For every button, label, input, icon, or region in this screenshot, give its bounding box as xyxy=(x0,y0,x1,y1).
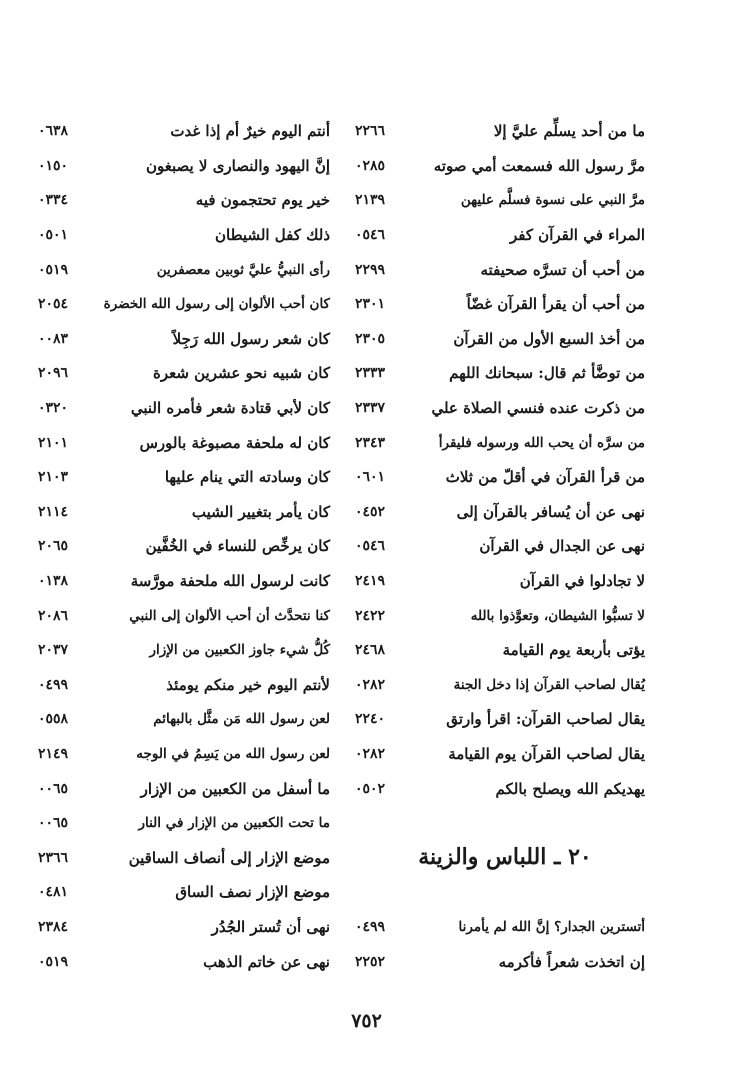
index-entry xyxy=(38,356,330,391)
index-entry xyxy=(355,529,645,564)
index-entry xyxy=(355,460,645,495)
index-entry xyxy=(38,460,330,495)
entry-text: من أخذ السبع الأول من القرآن xyxy=(453,329,645,348)
entry-number: ٢٠٥٤ xyxy=(38,296,69,313)
entry-number: ٢١٠٣ xyxy=(38,469,69,486)
entry-text: لأنتم اليوم خير منكم يومئذ xyxy=(166,675,330,694)
index-entry xyxy=(355,252,645,287)
entry-text: نهى أن تُستر الجُدُر xyxy=(211,917,330,936)
index-entry xyxy=(355,114,645,149)
index-entry xyxy=(38,806,330,841)
index-entry xyxy=(355,598,645,633)
entry-number: ٠٠٦٥ xyxy=(38,815,69,832)
entry-number: ٠١٣٨ xyxy=(38,573,69,590)
index-entry xyxy=(38,633,330,668)
entry-text: أتسترين الجدار؟ إنَّ الله لم يأمرنا xyxy=(458,919,645,936)
entry-text: يقال لصاحب القرآن يوم القيامة xyxy=(448,744,645,763)
entry-text: يُقال لصاحب القرآن إذا دخل الجنة xyxy=(453,676,645,693)
entry-number: ٠٤٩٩ xyxy=(355,919,386,936)
entry-text: كان شعر رسول الله رَجِلاً xyxy=(172,329,330,348)
entry-text: كان لأبي قتادة شعر فأمره النبي xyxy=(130,399,330,418)
entry-number: ٠٥٥٨ xyxy=(38,711,69,728)
index-entry xyxy=(355,737,645,772)
entry-number: ٠٢٨٢ xyxy=(355,745,386,762)
entry-text: كنا نتحدَّث أن أحب الألوان إلى النبي xyxy=(129,607,330,624)
entry-number: ٠٥٤٦ xyxy=(355,538,386,555)
index-entry xyxy=(38,702,330,737)
index-entry xyxy=(355,287,645,322)
entry-text: ما من أحد يسلِّم عليَّ إلا xyxy=(493,122,645,141)
entry-text: مرَّ النبي على نسوة فسلَّم عليهن xyxy=(460,192,645,209)
entry-text: إنَّ اليهود والنصارى لا يصبغون xyxy=(145,156,330,175)
entry-text: كُلُّ شيء جاوز الكعبين من الإزار xyxy=(149,642,330,659)
entry-number: ٠٥٤٦ xyxy=(355,227,386,244)
entry-number: ٢٠٣٧ xyxy=(38,642,69,659)
entry-text: خير يوم تحتجمون فيه xyxy=(195,191,330,210)
entry-number: ٢١٤٩ xyxy=(38,745,69,762)
entry-number: ٢٠٨٦ xyxy=(38,607,69,624)
entry-number: ٠٣٢٠ xyxy=(38,400,69,417)
entry-number: ٢٢٤٠ xyxy=(355,711,386,728)
entry-text: يهديكم الله ويصلح بالكم xyxy=(495,779,645,798)
entry-text: موضع الإزار إلى أنصاف الساقين xyxy=(128,848,330,867)
entry-text: مرَّ رسول الله فسمعت أمي صوته xyxy=(433,156,645,175)
index-entry xyxy=(38,875,330,910)
entry-number: ٠٤٥٢ xyxy=(355,503,386,520)
index-entry xyxy=(38,598,330,633)
entry-text: نهى عن الجدال في القرآن xyxy=(479,537,645,556)
index-entry xyxy=(38,840,330,875)
entry-text: من أحب أن تسرَّه صحيفته xyxy=(480,260,645,279)
entry-number: ٢٤١٩ xyxy=(355,573,386,590)
entry-text: لعن رسول الله مَن مثَّل بالبهائم xyxy=(153,711,330,728)
entry-number: ٢٣٠١ xyxy=(355,296,386,313)
entry-number: ٢٣٣٧ xyxy=(355,400,386,417)
section-heading: ٢٠ ـ اللباس والزينة xyxy=(418,844,592,870)
index-entry xyxy=(355,495,645,530)
index-entry xyxy=(355,945,645,980)
index-entry xyxy=(38,495,330,530)
entry-number: ٢٠٩٦ xyxy=(38,365,69,382)
index-entry xyxy=(38,529,330,564)
index-entry xyxy=(355,633,645,668)
index-entry xyxy=(355,391,645,426)
page-number: ٧٥٢ xyxy=(351,1010,382,1032)
index-entry xyxy=(38,771,330,806)
entry-text: المراء في القرآن كفر xyxy=(509,226,645,245)
index-entry xyxy=(38,668,330,703)
entry-text: نهى عن أن يُسافر بالقرآن إلى xyxy=(456,502,645,521)
index-entry xyxy=(355,668,645,703)
entry-text: كان يرخِّص للنساء في الخُفَّين xyxy=(145,537,330,556)
entry-number: ٠٠٦٥ xyxy=(38,780,69,797)
right-column xyxy=(355,114,645,806)
entry-number: ٢٣٠٥ xyxy=(355,330,386,347)
entry-number: ٢٠٦٥ xyxy=(38,538,69,555)
index-entry xyxy=(355,771,645,806)
index-entry xyxy=(38,910,330,945)
entry-text: لا تسبُّوا الشيطان، وتعوَّذوا بالله xyxy=(470,607,645,624)
index-entry xyxy=(355,425,645,460)
entry-text: كانت لرسول الله ملحفة مورَّسة xyxy=(130,572,330,591)
index-entry xyxy=(38,183,330,218)
entry-text: كان يأمر بتغيير الشيب xyxy=(191,502,330,521)
left-column xyxy=(38,114,330,979)
entry-number: ٠٥١٩ xyxy=(38,261,69,278)
entry-number: ٠٦٣٨ xyxy=(38,123,69,140)
entry-text: كان له ملحفة مصبوغة بالورس xyxy=(139,433,330,452)
entry-text: من سرَّه أن يحب الله ورسوله فليقرأ xyxy=(438,434,645,451)
index-entry xyxy=(38,425,330,460)
entry-text: إن اتخذت شعراً فأكرمه xyxy=(498,952,645,971)
index-entry xyxy=(355,183,645,218)
index-entry xyxy=(355,218,645,253)
index-entry xyxy=(38,322,330,357)
index-entry xyxy=(355,149,645,184)
index-entry xyxy=(38,391,330,426)
entry-text: من توضَّأ ثم قال: سبحانك اللهم xyxy=(449,364,645,383)
entry-number: ٠٥٠١ xyxy=(38,227,69,244)
entry-text: موضع الإزار نصف الساق xyxy=(175,883,330,902)
entry-text: يؤتى بأربعة يوم القيامة xyxy=(502,641,645,660)
index-entry xyxy=(355,322,645,357)
entry-text: رأى النبيُّ عليَّ ثوبين معصفرين xyxy=(156,261,330,278)
entry-number: ٢٣٣٣ xyxy=(355,365,386,382)
index-entry xyxy=(38,564,330,599)
entry-number: ٢٤٦٨ xyxy=(355,642,386,659)
entry-text: ما أسفل من الكعبين من الإزار xyxy=(140,779,330,798)
index-entry xyxy=(355,564,645,599)
entry-number: ٠٠٨٣ xyxy=(38,330,69,347)
right-column-after-heading xyxy=(355,910,645,979)
index-entry xyxy=(38,114,330,149)
entry-number: ٠٤٩٩ xyxy=(38,676,69,693)
entry-number: ٠٢٨٥ xyxy=(355,157,386,174)
entry-text: لا تجادلوا في القرآن xyxy=(519,572,645,591)
entry-number: ٢٣٨٤ xyxy=(38,918,69,935)
index-entry xyxy=(38,252,330,287)
index-entry xyxy=(355,702,645,737)
entry-text: من أحب أن يقرأ القرآن غضّاً xyxy=(466,295,645,314)
index-entry xyxy=(38,218,330,253)
entry-number: ٠٢٨٢ xyxy=(355,676,386,693)
entry-number: ٠١٥٠ xyxy=(38,157,69,174)
entry-text: ذلك كفل الشيطان xyxy=(215,226,330,245)
entry-number: ٠٥٠٢ xyxy=(355,780,386,797)
entry-number: ٢٢٦٦ xyxy=(355,123,386,140)
index-entry xyxy=(38,944,330,979)
entry-text: كان أحب الألوان إلى رسول الله الخضرة xyxy=(103,296,330,313)
entry-text: لعن رسول الله من يَسِمُ في الوجه xyxy=(136,745,330,762)
index-entry xyxy=(38,149,330,184)
entry-number: ٢٢٩٩ xyxy=(355,261,386,278)
entry-number: ٠٥١٩ xyxy=(38,953,69,970)
index-entry xyxy=(38,737,330,772)
entry-text: من ذكرت عنده فنسي الصلاة علي xyxy=(431,399,645,418)
entry-number: ٠٤٨١ xyxy=(38,884,69,901)
entry-number: ٢٣٤٣ xyxy=(355,434,386,451)
entry-number: ٢١١٤ xyxy=(38,503,69,520)
entry-text: كان وسادته التي ينام عليها xyxy=(164,468,330,487)
entry-number: ٠٣٣٤ xyxy=(38,192,69,209)
entry-text: يقال لصاحب القرآن: اقرأ وارتق xyxy=(446,710,645,729)
entry-text: ما تحت الكعبين من الإزار في النار xyxy=(138,815,330,832)
index-entry xyxy=(38,287,330,322)
index-entry xyxy=(355,356,645,391)
entry-number: ٢٤٢٢ xyxy=(355,607,386,624)
entry-number: ٢١٣٩ xyxy=(355,192,386,209)
index-entry xyxy=(355,910,645,945)
entry-text: كان شبيه نحو عشرين شعرة xyxy=(152,364,330,383)
entry-number: ٠٦٠١ xyxy=(355,469,386,486)
entry-number: ٢٢٥٢ xyxy=(355,953,386,970)
entry-number: ٢١٠١ xyxy=(38,434,69,451)
entry-text: أنتم اليوم خيرٌ أم إذا غدت xyxy=(170,122,330,141)
entry-number: ٢٣٦٦ xyxy=(38,849,69,866)
entry-text: نهى عن خاتم الذهب xyxy=(203,952,330,971)
entry-text: من قرأ القرآن في أقلّ من ثلاث xyxy=(445,468,645,487)
